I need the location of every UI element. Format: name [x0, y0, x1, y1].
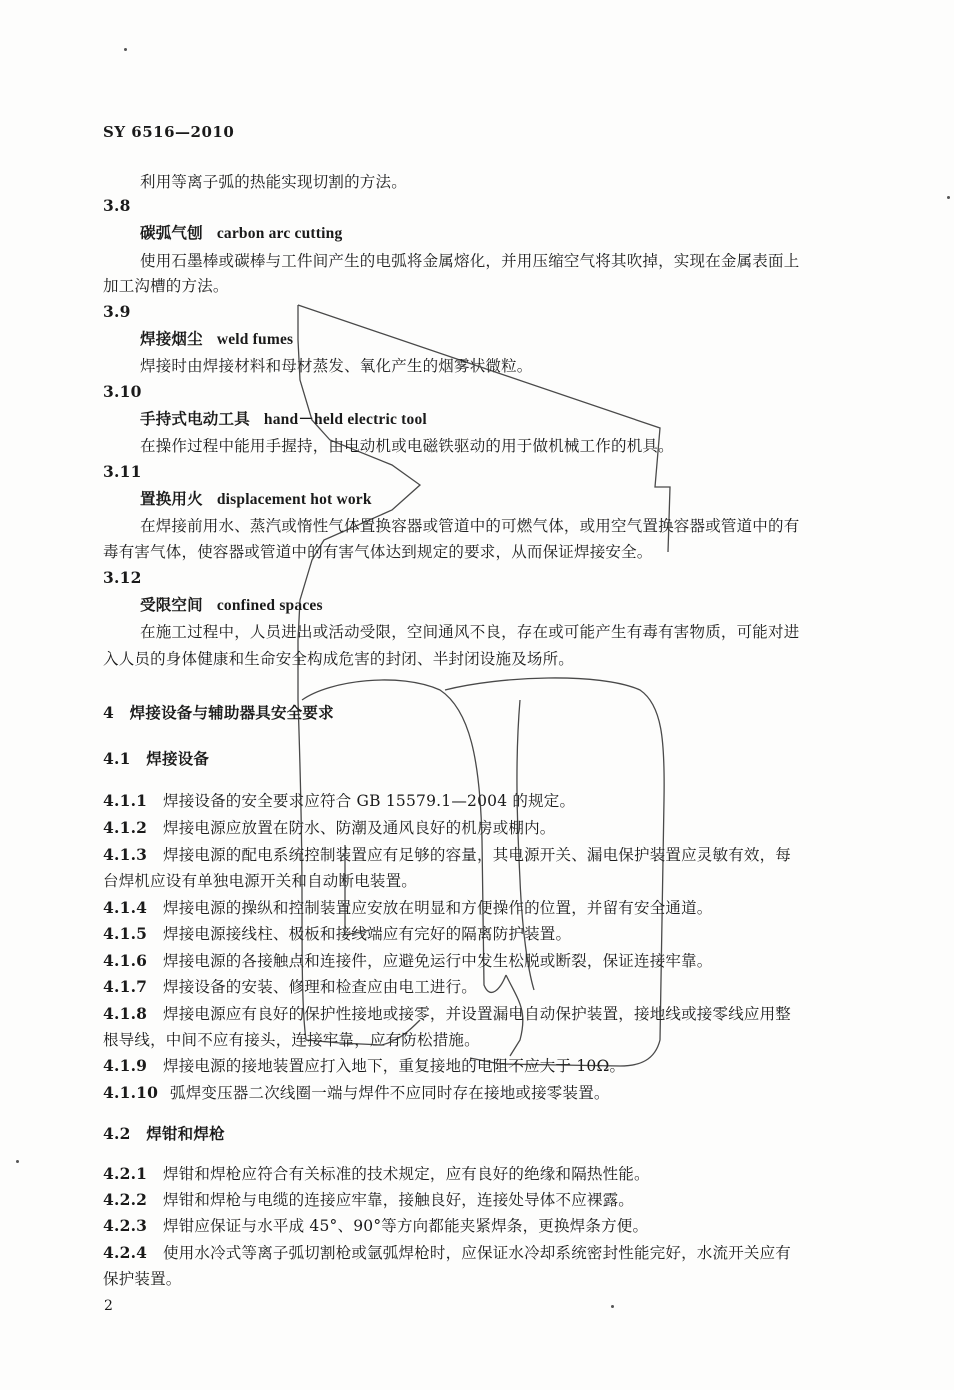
clause-text: 焊接电源的各接触点和连接件，应避免运行中发生松脱或断裂，保证连接牢靠。	[163, 952, 713, 970]
clause-text: 焊接电源应放置在防水、防潮及通风良好的机房或棚内。	[163, 819, 556, 837]
clause	[103, 845, 791, 865]
clause-number: 4.1.9	[103, 1056, 148, 1075]
clause-text: 使用水冷式等离子弧切割枪或氩弧焊枪时，应保证水冷却系统密封性能完好，水流开关应有	[163, 1244, 792, 1262]
clause-number: 3.10	[103, 382, 142, 401]
clause-number: 4.2.1	[103, 1164, 148, 1183]
scan-speck	[16, 1160, 19, 1163]
clause-number: 4.1.5	[103, 924, 148, 943]
clause-text: 弧焊变压器二次线圈一端与焊件不应同时存在接地或接零装置。	[170, 1084, 610, 1102]
definition-text: 利用等离子弧的热能实现切割的方法。	[140, 173, 407, 191]
subsection-heading: 4.1 焊接设备	[103, 749, 210, 768]
section-heading: 4 焊接设备与辅助器具安全要求	[103, 703, 334, 722]
definition-text: 加工沟槽的方法。	[103, 277, 229, 295]
clause-text: 焊接设备的安装、修理和检查应由电工进行。	[163, 978, 478, 996]
scan-speck	[947, 196, 950, 199]
clause	[103, 924, 571, 944]
clause	[103, 1164, 650, 1184]
clause-number: 4.1.8	[103, 1004, 148, 1023]
term-entry	[140, 223, 342, 244]
clause	[103, 1190, 634, 1210]
term-zh: 置换用火	[140, 489, 203, 508]
clause-number: 4.1.6	[103, 951, 148, 970]
definition-text: 在焊接前用水、蒸汽或惰性气体置换容器或管道中的可燃气体，或用空气置换容器或管道中的有	[140, 517, 800, 535]
clause-text: 焊接电源的接地装置应打入地下，重复接地的电阻不应大于 10Ω。	[163, 1057, 626, 1075]
term-zh: 受限空间	[140, 595, 203, 614]
scan-speck	[611, 1305, 614, 1308]
clause-text: 焊接电源应有良好的保护性接地或接零，并设置漏电自动保护装置，接地线或接零线应用整	[163, 1005, 792, 1023]
clause-text: 焊接电源接线柱、极板和接线端应有完好的隔离防护装置。	[163, 925, 572, 943]
term-entry	[140, 489, 372, 510]
term-zh: 碳弧气刨	[140, 223, 203, 242]
clause	[103, 791, 575, 811]
subsection-heading: 4.2 焊钳和焊枪	[103, 1124, 225, 1143]
clause	[103, 1056, 625, 1076]
term-en: hand－held electric tool	[263, 411, 427, 428]
scan-speck	[124, 48, 127, 51]
clause-number: 3.8	[103, 196, 131, 215]
definition-text: 毒有害气体，使容器或管道中的有害气体达到规定的要求，从而保证焊接安全。	[103, 543, 653, 561]
term-entry	[140, 329, 293, 350]
definition-text: 焊接时由焊接材料和母材蒸发、氧化产生的烟雾状微粒。	[140, 357, 533, 375]
clause	[103, 951, 713, 971]
clause	[103, 1243, 791, 1263]
term-en: confined spaces	[216, 597, 323, 614]
term-en: carbon arc cutting	[216, 225, 343, 242]
page-number: 2	[104, 1298, 114, 1314]
clause-number: 4.1.1	[103, 791, 148, 810]
definition-text: 使用石墨棒或碳棒与工件间产生的电弧将金属熔化，并用压缩空气将其吹掉，实现在金属表面上	[140, 252, 800, 270]
clause-number: 4.1.7	[103, 977, 148, 996]
clause-number: 4.1.4	[103, 898, 148, 917]
term-zh: 手持式电动工具	[140, 409, 250, 428]
clause-continuation: 根导线，中间不应有接头，连接牢靠，应有防松措施。	[103, 1031, 480, 1049]
clause-text: 焊钳应保证与水平成 45°、90°等方向都能夹紧焊条，更换焊条方便。	[163, 1217, 649, 1235]
term-en: weld fumes	[216, 331, 294, 348]
clause-continuation: 台焊机应设有单独电源开关和自动断电装置。	[103, 872, 418, 890]
clause	[103, 1083, 610, 1103]
clause-text: 焊接电源的配电系统控制装置应有足够的容量，其电源开关、漏电保护装置应灵敏有效，每	[163, 846, 792, 864]
clause-text: 焊接设备的安全要求应符合 GB 15579.1—2004 的规定。	[163, 792, 576, 810]
clause-continuation: 保护装置。	[103, 1270, 182, 1288]
clause-text: 焊接电源的操纵和控制装置应安放在明显和方便操作的位置，并留有安全通道。	[163, 899, 713, 917]
clause	[103, 1216, 648, 1236]
clause	[103, 898, 713, 918]
term-entry	[140, 595, 323, 616]
standard-number: SY 6516—2010	[103, 123, 235, 141]
clause-number: 4.1.10	[103, 1083, 159, 1102]
clause-number: 4.2.3	[103, 1216, 148, 1235]
clause-number: 4.2.2	[103, 1190, 148, 1209]
clause	[103, 1004, 791, 1024]
clause	[103, 977, 477, 997]
clause-number: 4.1.2	[103, 818, 148, 837]
term-en: displacement hot work	[216, 491, 372, 508]
definition-text: 在施工过程中，人员进出或活动受限，空间通风不良，存在或可能产生有毒有害物质，可能对进	[140, 623, 800, 641]
clause	[103, 818, 556, 838]
clause-number: 3.12	[103, 568, 142, 587]
clause-text: 焊钳和焊枪应符合有关标准的技术规定，应有良好的绝缘和隔热性能。	[163, 1165, 650, 1183]
definition-text: 入人员的身体健康和生命安全构成危害的封闭、半封闭设施及场所。	[103, 650, 575, 668]
clause-text: 焊钳和焊枪与电缆的连接应牢靠，接触良好，连接处导体不应裸露。	[163, 1191, 635, 1209]
term-entry	[140, 409, 427, 430]
term-zh: 焊接烟尘	[140, 329, 203, 348]
definition-text: 在操作过程中能用手握持，由电动机或电磁铁驱动的用于做机械工作的机具。	[140, 437, 674, 455]
clause-number: 3.9	[103, 302, 131, 321]
clause-number: 4.1.3	[103, 845, 148, 864]
clause-number: 3.11	[103, 462, 142, 481]
clause-number: 4.2.4	[103, 1243, 148, 1262]
